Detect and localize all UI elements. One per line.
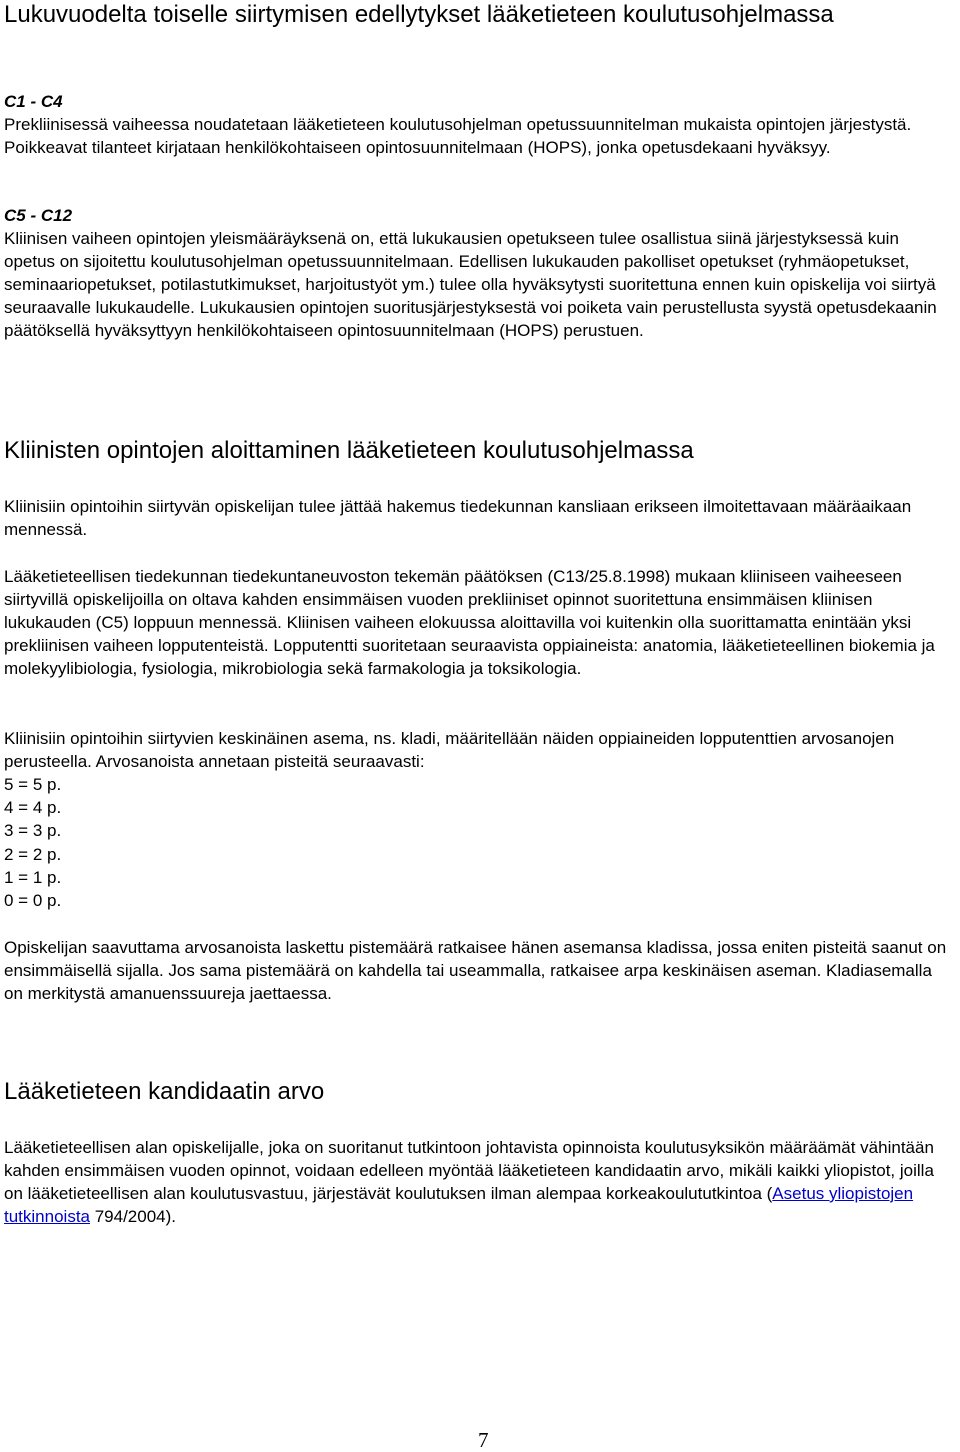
decree-link[interactable]: Asetus yliopistojen tutkinnoista (4, 1184, 914, 1226)
section-title-candidate-degree: Lääketieteen kandidaatin arvo (4, 1078, 325, 1105)
clinical-paragraph-4: Opiskelijan saavuttama arvosanoista laskettu pistemäärä ratkaisee hänen asemansa kladissa, jossa eniten pisteitä saanut on ensimmäisellä sijalla. Jos sama pistemäärä on kahdella tai useammalla, ratkaisee arpa keskinäisen aseman. Kladiasemalla on merkitystä amanuenssuureja jaettaessa. (4, 938, 947, 1003)
section-title-transition: Lukuvuodelta toiselle siirtymisen edellytykset lääketieteen koulutusohjelmassa (4, 1, 834, 28)
clinical-block (4, 495, 954, 541)
grade-point-item: 1 = 1 p. (4, 867, 62, 887)
clinical-paragraph-1: Kliinisiin opintoihin siirtyvän opiskelijan tulee jättää hakemus tiedekunnan kansliaan erikseen ilmoitettavaan määräaikaan mennessä. (4, 497, 912, 539)
grade-point-item: 3 = 3 p. (4, 821, 62, 841)
c1-paragraph: Prekliinisessä vaiheessa noudatetaan lääketieteen koulutusohjelman opetussuunnitelman mukaista opintojen järjestystä. Poikkeavat tilanteet kirjataan henkilökohtaiseen opintosuunnitelmaan (HOPS), jonka opetusdekaani hyväksyy. (4, 115, 912, 157)
ranking-block (4, 936, 954, 1005)
clinical-paragraph-3: Kliinisiin opintoihin siirtyvien keskinäinen asema, ns. kladi, määritellään näiden oppiaineiden lopputenttien arvosanojen perusteella. Arvosanoista annetaan pisteitä seuraavasti: (4, 729, 895, 771)
grade-point-item: 4 = 4 p. (4, 798, 62, 818)
grade-point-item: 5 = 5 p. (4, 775, 62, 794)
clinical-paragraph-2: Lääketieteellisen tiedekunnan tiedekuntaneuvoston tekemän päätöksen (C13/25.8.1998) mukaan kliiniseen vaiheeseen siirtyvillä opiskelijoilla on oltava kahden ensimmäisen vuoden prekliiniset opinnot suoritettuna ensimmäisen kliinisen lukukauden (C5) loppuun mennessä. Kliinisen vaiheen elokuussa aloittavilla voi kuitenkin olla suorittamatta enintään yksi prekliinisen vaiheen lopputenteistä. Lopputentti suoritetaan seuraavista oppiaineista: anatomia, lääketieteellinen biokemia ja molekyylibiologia, fysiologia, mikrobiologia sekä farmakologia ja toksikologia. (4, 567, 935, 678)
c1-heading: C1 - C4 (4, 92, 63, 111)
c5-paragraph: Kliinisen vaiheen opintojen yleismääräyksenä on, että lukukausien opetukseen tulee osallistua siinä järjestyksessä kuin opetus on sijoitettu koulutusohjelman opetussuunnitelmaan. Edellisen lukukauden pakolliset opetukset (ryhmäopetukset, seminaariopetukset, potilastutkimukset, harjoitustyöt ym.) tulee olla hyväksytysti suoritettuna ennen kuin opiskelija voi siirtyä seuraavalle lukukaudelle. Lukukausien opintojen suoritusjärjestyksestä voi poiketa vain perustellusta syystä opetusdekaanin päätöksellä hyväksyttyyn henkilökohtaiseen opintosuunnitelmaan (HOPS) perustuen. (4, 229, 937, 340)
clinical-decision-block (4, 565, 954, 680)
candidate-text-before: Lääketieteellisen alan opiskelijalle, joka on suoritanut tutkintoon johtavista opinnoista koulutusyksikön määräämät vähintään kahden ensimmäisen vuoden opinnot, voidaan edelleen myöntää lääketieteen kandidaatin arvo, mikäli kaikki yliopistot, joilla on lääketieteellisen alan koulutusvastuu, järjestävät koulutuksen ilman alempaa korkeakoulututkintoa ( (4, 1138, 934, 1203)
c1-block (4, 90, 954, 159)
candidate-block (4, 1136, 954, 1228)
clade-block (4, 727, 954, 912)
c5-block (4, 204, 954, 342)
candidate-text-after: 794/2004). (90, 1207, 177, 1226)
grade-point-list (4, 773, 954, 912)
c5-heading: C5 - C12 (4, 206, 73, 225)
candidate-paragraph (4, 1136, 954, 1228)
page-number: 7 (478, 1428, 489, 1452)
grade-point-item: 2 = 2 p. (4, 844, 62, 864)
section-title-clinical-start: Kliinisten opintojen aloittaminen lääketieteen koulutusohjelmassa (4, 437, 694, 464)
grade-point-item: 0 = 0 p. (4, 891, 62, 911)
